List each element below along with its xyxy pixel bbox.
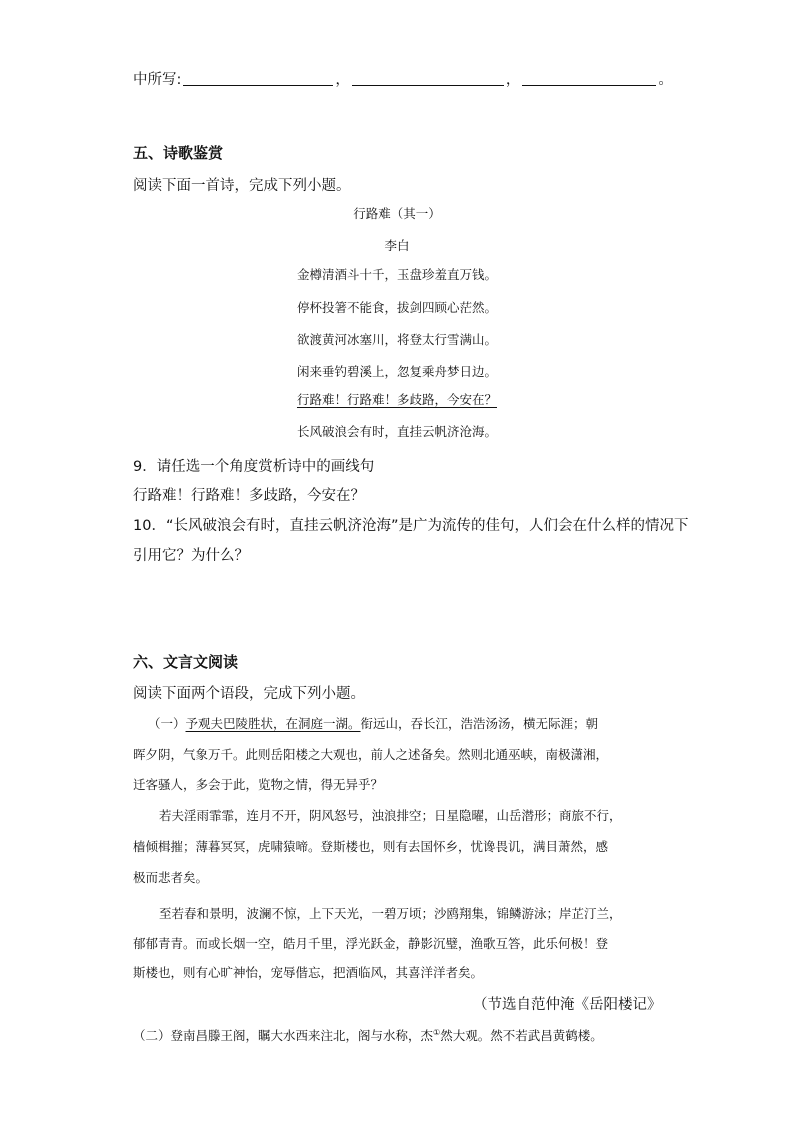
answer-blank-1[interactable]: [183, 71, 333, 86]
passage-2-line1: 若夫淫雨霏霏，连月不开，阴风怒号，浊浪排空；日星隐曜，山岳潜形；商旅不行，: [159, 808, 622, 823]
poem-line: 欲渡黄河冰塞川，将登太行雪满山。: [296, 332, 497, 347]
poem-line: 金樽清酒斗十千，玉盘珍羞直万钱。: [296, 267, 497, 282]
fill-prefix: 中所写:: [133, 72, 182, 88]
section-6-instruction: 阅读下面两个语段，完成下列小题。: [133, 686, 365, 702]
poem-line: 停杯投箸不能食，拔剑四顾心茫然。: [296, 300, 497, 315]
passage-text: 衔远山，吞长江，浩浩汤汤，横无际涯；朝: [360, 716, 599, 731]
question-10-line2: 引用它？为什么？: [133, 548, 249, 564]
passage-source: （节选自范仲淹《岳阳楼记》: [473, 997, 662, 1013]
period: 。: [658, 72, 673, 88]
question-9-quote: 行路难！行路难！多歧路，今安在？: [133, 488, 365, 504]
poem-title: 行路难（其一）: [353, 206, 441, 221]
underlined-sentence: 予观夫巴陵胜状，在洞庭一湖。: [185, 716, 361, 731]
separator: ，: [505, 72, 521, 88]
poem-line-underlined: [0, 390, 794, 408]
underlined-verse: 行路难！行路难！多歧路，今安在？: [296, 392, 497, 407]
passage-text: 然大观。然不若武昌黄鹤楼。: [440, 1028, 603, 1043]
passage-1-line3: 迁客骚人，多会于此，览物之情，得无异乎？: [133, 777, 384, 792]
passage-label: （一）: [148, 716, 186, 731]
passage-1-line1: [148, 714, 598, 732]
passage-1-line2: 晖夕阴，气象万千。此则岳阳楼之大观也，前人之述备矣。然则北通巫峡，南极潇湘，: [133, 747, 609, 762]
fill-in-line: [133, 68, 673, 89]
poem-author: 李白: [384, 238, 410, 253]
section-5-instruction: 阅读下面一首诗，完成下列小题。: [133, 178, 351, 194]
answer-blank-3[interactable]: [522, 71, 656, 86]
section-6-title: 六、文言文阅读: [133, 653, 239, 671]
passage-3-line3: 斯楼也，则有心旷神怡，宠辱偕忘，把酒临风，其喜洋洋者矣。: [133, 965, 484, 980]
passage-3-line1: 至若春和景明，波澜不惊，上下天光，一碧万顷；沙鸥翔集，锦鳞游泳；岸芷汀兰，: [159, 906, 622, 921]
separator: ，: [335, 72, 350, 88]
passage-2-line3: 极而悲者矣。: [133, 870, 209, 885]
passage-text: （二）登南昌滕王阁，瞩大水西来注北，阁与水称，杰: [133, 1028, 434, 1043]
question-9: 9．请任选一个角度赏析诗中的画线句: [133, 459, 375, 475]
poem-line: 闲来垂钓碧溪上，忽复乘舟梦日边。: [296, 364, 497, 379]
question-10-line1: 10．“长风破浪会有时，直挂云帆济沧海”是广为流传的佳句，人们会在什么样的情况下: [133, 518, 689, 534]
passage-3-line2: 郁郁青青。而或长烟一空，皓月千里，浮光跃金，静影沉璧，渔歌互答，此乐何极！登: [133, 936, 609, 951]
passage-2-line2: 樯倾楫摧；薄暮冥冥，虎啸猿啼。登斯楼也，则有去国怀乡，忧谗畏讥，满目萧然，感: [133, 839, 609, 854]
answer-blank-2[interactable]: [352, 71, 504, 86]
passage-4-line1: [133, 1026, 603, 1044]
poem-line: 长风破浪会有时，直挂云帆济沧海。: [296, 424, 497, 439]
section-5-title: 五、诗歌鉴赏: [133, 144, 224, 162]
footnote-marker: ①: [433, 1027, 441, 1037]
